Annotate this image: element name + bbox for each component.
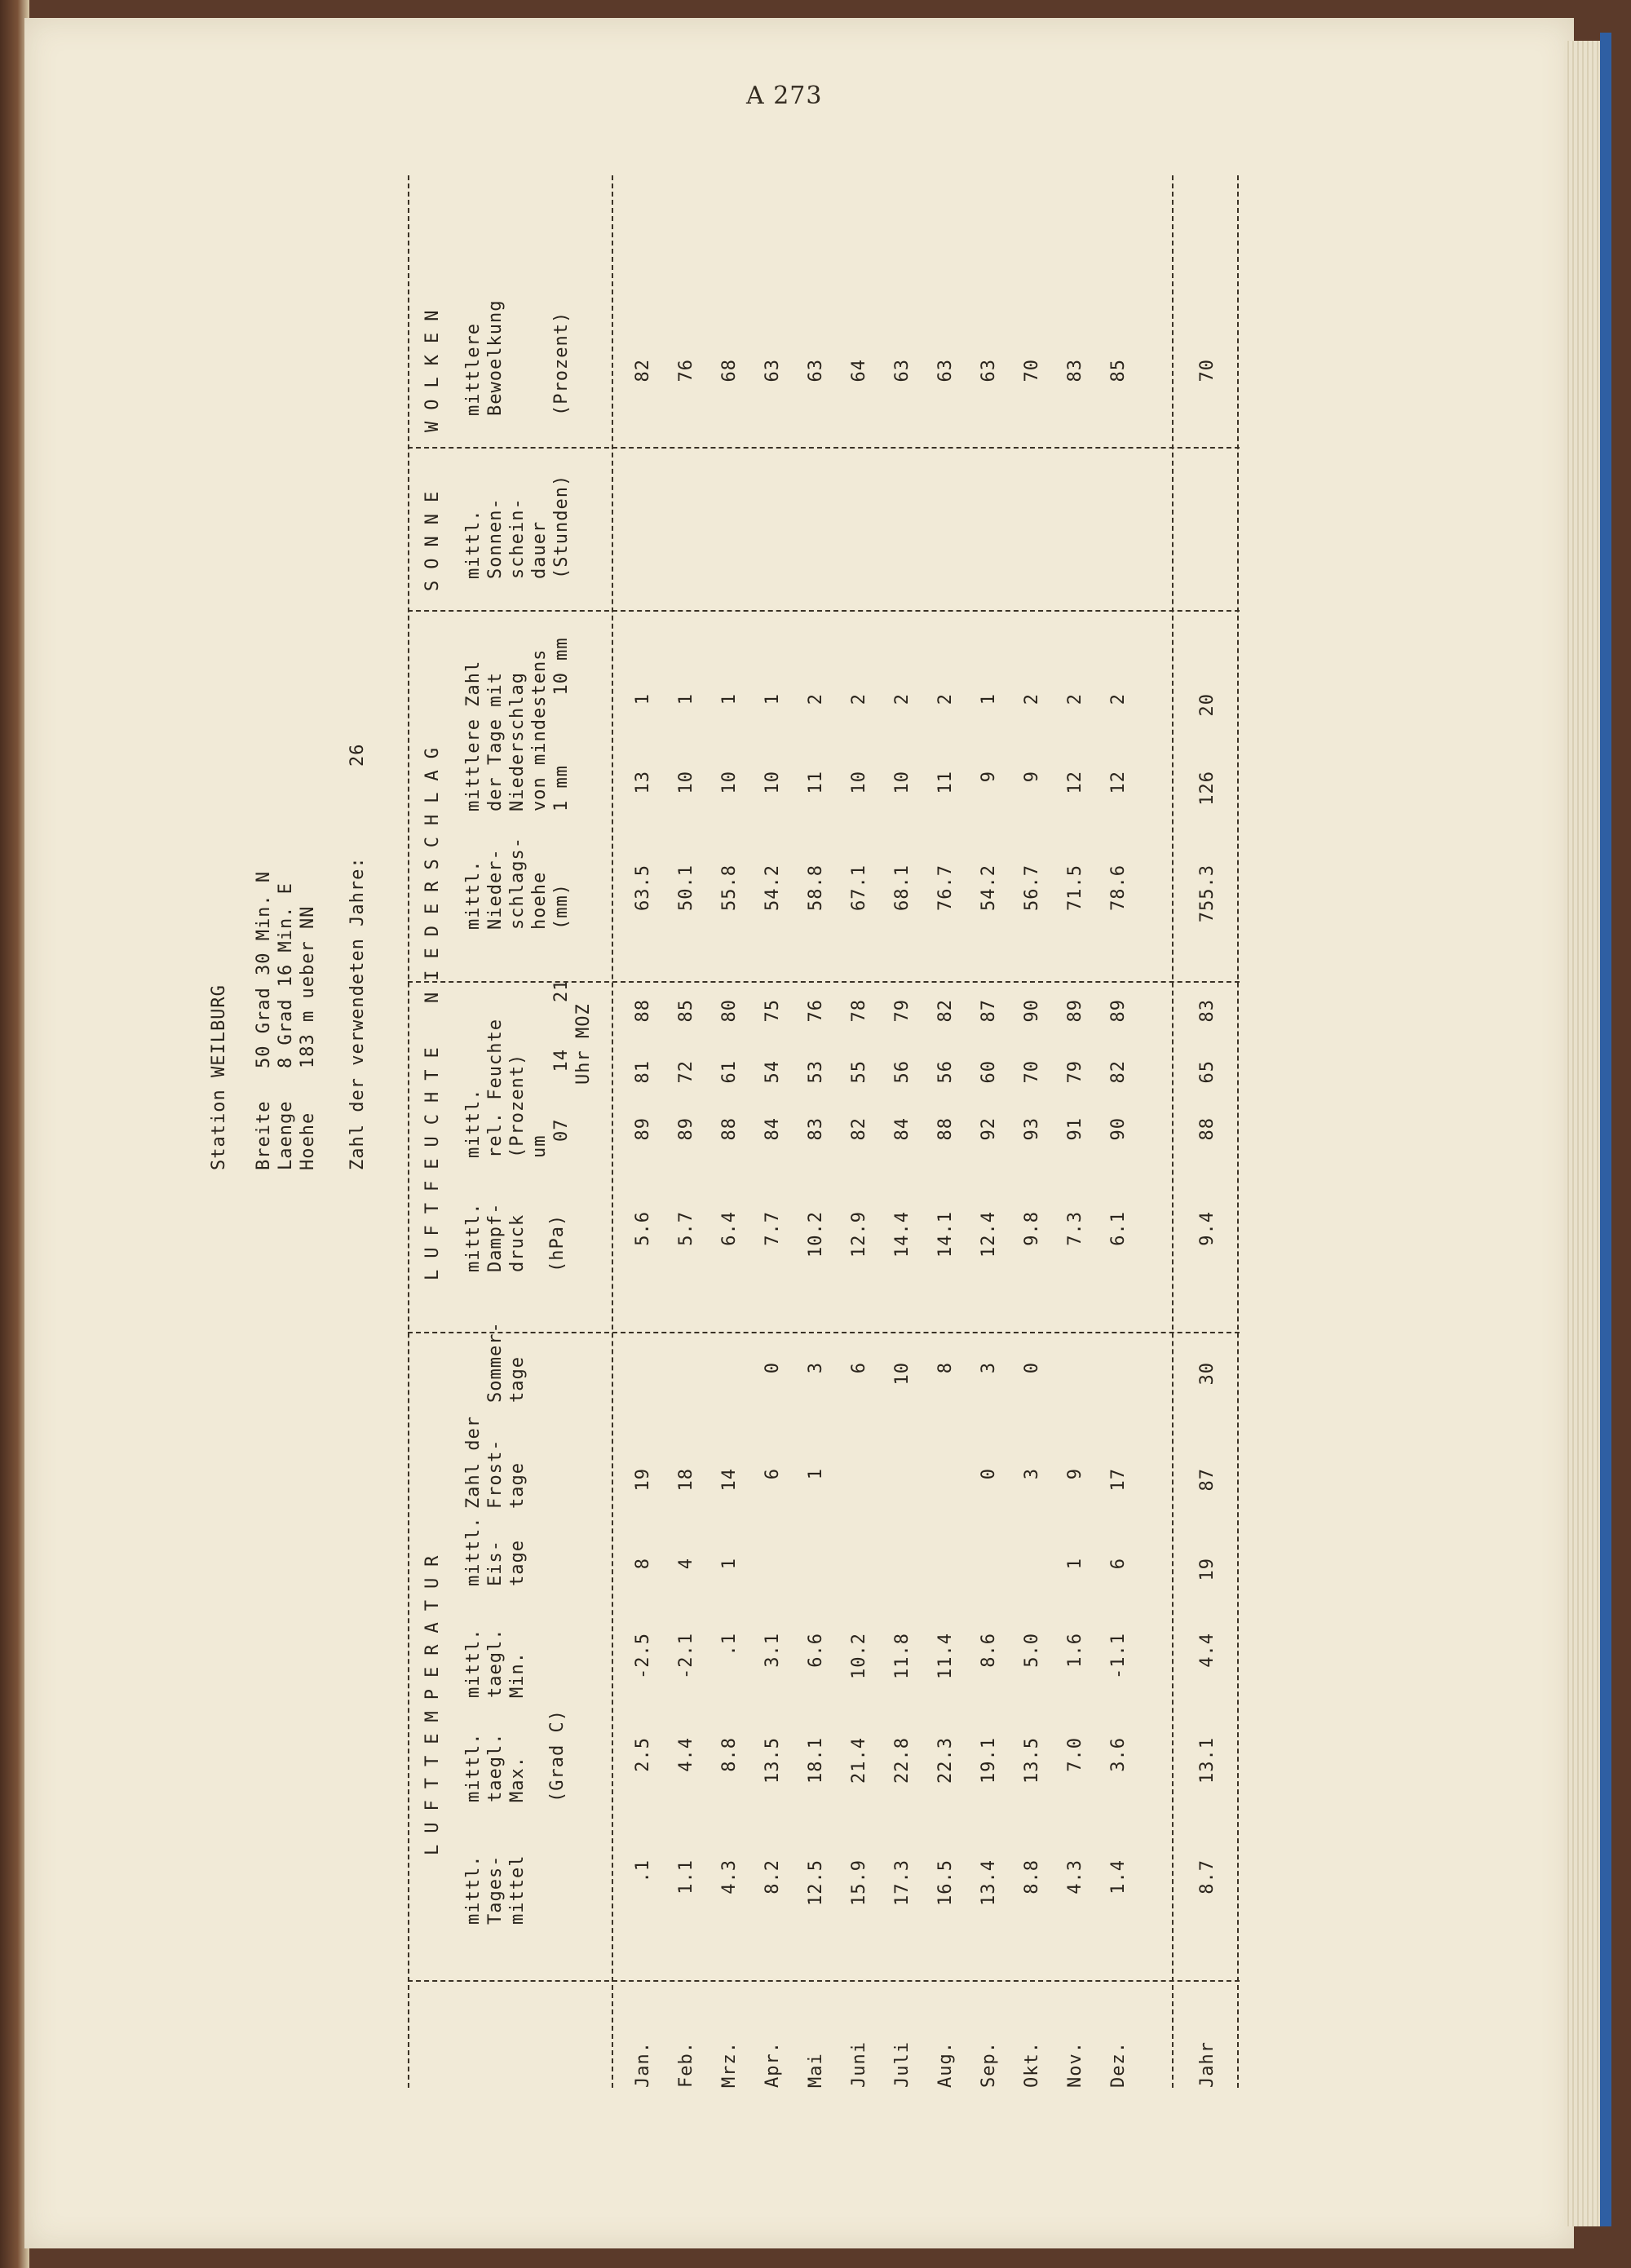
cell-f21: 89: [1065, 999, 1085, 1023]
cell-dampf: 5.7: [676, 1211, 696, 1246]
table-row: [805, 130, 829, 2088]
table-row: [848, 130, 873, 2088]
cell-month: Juni: [849, 2041, 869, 2088]
cell-frost: 1: [806, 1468, 826, 1480]
cell-f07: 84: [892, 1117, 913, 1141]
hoehe-value: 183 m ueber NN: [298, 905, 318, 1068]
cell-max: 13.5: [762, 1737, 783, 1784]
cell-f21: 75: [762, 999, 783, 1023]
cell-nied: 54.2: [762, 864, 783, 911]
cell-dampf: 12.9: [849, 1211, 869, 1258]
cell-f21: 87: [979, 999, 999, 1023]
cell-eis: 6: [1108, 1558, 1129, 1570]
cell-dampf: 6.4: [719, 1211, 740, 1246]
cell-eis: 4: [676, 1558, 696, 1570]
table-row: [1107, 130, 1132, 2088]
cell-f14: 65: [1197, 1060, 1218, 1084]
cell-min: 4.4: [1197, 1633, 1218, 1668]
cell-nied: 55.8: [719, 864, 740, 911]
cell-mittel: 13.4: [979, 1859, 999, 1906]
cell-month: Aug.: [935, 2041, 956, 2088]
cell-f07: 91: [1065, 1117, 1085, 1141]
cell-f07: 88: [935, 1117, 956, 1141]
cell-frost: 18: [676, 1468, 696, 1492]
climate-table: [208, 130, 1309, 2088]
cell-f21: 80: [719, 999, 740, 1023]
header-sommertage: Sommer- tage: [485, 1321, 528, 1403]
cell-f07: 83: [806, 1117, 826, 1141]
cell-nied: 78.6: [1108, 864, 1129, 911]
cell-frost: 19: [633, 1468, 653, 1492]
cell-f21: 78: [849, 999, 869, 1023]
cell-t10: 2: [935, 693, 956, 705]
top-rule: [408, 175, 409, 2088]
header-rule: [612, 175, 613, 2088]
laenge-label: Laenge: [276, 1100, 296, 1170]
cell-f14: 55: [849, 1060, 869, 1084]
cell-nied: 56.7: [1022, 864, 1042, 911]
cell-mittel: 8.2: [762, 1859, 783, 1894]
cell-f14: 56: [892, 1060, 913, 1084]
header-uhr-moz: Uhr MOZ: [573, 1003, 594, 1085]
cell-f14: 82: [1108, 1060, 1129, 1084]
cell-wolken: 63: [979, 359, 999, 382]
table-row: [935, 130, 959, 2088]
cell-min: 11.8: [892, 1633, 913, 1679]
cell-t10: 2: [892, 693, 913, 705]
cell-min: 5.0: [1022, 1633, 1042, 1668]
cell-t1: 10: [676, 771, 696, 794]
cell-f14: 56: [935, 1060, 956, 1084]
cell-t10: 1: [633, 693, 653, 705]
cell-t1: 11: [935, 771, 956, 794]
cell-month: Dez.: [1108, 2041, 1129, 2088]
cell-frost: 14: [719, 1468, 740, 1492]
cell-mittel: 15.9: [849, 1859, 869, 1906]
table-row: [1064, 130, 1089, 2088]
cell-f21: 88: [633, 999, 653, 1023]
cell-wolken: 63: [892, 359, 913, 382]
cell-month: Jan.: [633, 2041, 653, 2088]
year-rule: [1172, 175, 1174, 2088]
cell-t1: 10: [762, 771, 783, 794]
cell-f21: 76: [806, 999, 826, 1023]
cell-t1: 9: [1022, 771, 1042, 783]
cell-mittel: 17.3: [892, 1859, 913, 1906]
cell-t10: 2: [1108, 693, 1129, 705]
group-sonne: SONNE: [422, 480, 443, 591]
cell-max: 13.1: [1197, 1737, 1218, 1784]
cell-dampf: 12.4: [979, 1211, 999, 1258]
cell-month: Sep.: [979, 2041, 999, 2088]
cell-f21: 82: [935, 999, 956, 1023]
header-rel-feuchte: mittl. rel. Feuchte (Prozent) um: [463, 1019, 550, 1158]
cell-sommer: 3: [806, 1362, 826, 1374]
cell-wolken: 70: [1022, 359, 1042, 382]
header-hours: 07 14 21: [551, 979, 572, 1142]
cell-wolken: 82: [633, 359, 653, 382]
cell-f21: 79: [892, 999, 913, 1023]
cell-mittel: 4.3: [719, 1859, 740, 1894]
cell-t1: 12: [1065, 771, 1085, 794]
cell-sommer: 3: [979, 1362, 999, 1374]
cell-t1: 126: [1197, 771, 1218, 806]
cell-f14: 61: [719, 1060, 740, 1084]
binding-strip: [1600, 33, 1611, 2226]
header-niederschlagshoehe: mittl. Nieder- schlags- hoehe: [463, 837, 550, 930]
cell-month: Mrz.: [719, 2041, 740, 2088]
page-number: A 273: [746, 82, 823, 110]
cell-f14: 53: [806, 1060, 826, 1084]
cell-frost: 0: [979, 1468, 999, 1480]
cell-frost: 6: [762, 1468, 783, 1480]
header-eistage: mittl. Eis- tage: [463, 1516, 528, 1586]
cell-min: -1.1: [1108, 1633, 1129, 1679]
cell-max: 19.1: [979, 1737, 999, 1784]
cell-min: 1.6: [1065, 1633, 1085, 1668]
cell-dampf: 14.4: [892, 1211, 913, 1258]
cell-f14: 79: [1065, 1060, 1085, 1084]
cell-mittel: 16.5: [935, 1859, 956, 1906]
header-sonnenschein: mittl. Sonnen- schein- dauer: [463, 497, 550, 579]
cell-max: 2.5: [633, 1737, 653, 1772]
cell-nied: 67.1: [849, 864, 869, 911]
cell-min: .1: [719, 1633, 740, 1656]
cell-t1: 10: [849, 771, 869, 794]
cell-month: Jahr: [1197, 2041, 1218, 2088]
cell-t10: 1: [676, 693, 696, 705]
cell-min: 11.4: [935, 1633, 956, 1679]
cell-t10: 1: [719, 693, 740, 705]
cell-dampf: 10.2: [806, 1211, 826, 1258]
cell-nied: 76.7: [935, 864, 956, 911]
cell-max: 7.0: [1065, 1737, 1085, 1772]
cell-t10: 1: [762, 693, 783, 705]
cell-max: 18.1: [806, 1737, 826, 1784]
cell-frost: 87: [1197, 1468, 1218, 1492]
cell-t1: 9: [979, 771, 999, 783]
cell-mittel: 8.7: [1197, 1859, 1218, 1894]
header-hpa: (hPa): [547, 1214, 568, 1272]
cell-eis: 1: [1065, 1558, 1085, 1570]
jahre-value: 26: [347, 743, 368, 767]
cell-t10: 2: [806, 693, 826, 705]
cell-f21: 90: [1022, 999, 1042, 1023]
table-row-year: [1196, 130, 1221, 2088]
header-taegl-max: mittl. taegl. Max.: [463, 1732, 528, 1802]
cell-t1: 10: [719, 771, 740, 794]
table-row: [1021, 130, 1045, 2088]
header-mm: (mm): [551, 883, 572, 930]
cell-max: 22.8: [892, 1737, 913, 1784]
cell-eis: 8: [633, 1558, 653, 1570]
header-tagesmittel: mittl. Tages- mittel: [463, 1855, 528, 1925]
cell-nied: 71.5: [1065, 864, 1085, 911]
cell-sommer: 30: [1197, 1362, 1218, 1386]
cell-max: 3.6: [1108, 1737, 1129, 1772]
cell-t10: 2: [849, 693, 869, 705]
cell-mittel: .1: [633, 1859, 653, 1883]
cell-sommer: 0: [762, 1362, 783, 1374]
cell-month: Juli: [892, 2041, 913, 2088]
cell-t1: 10: [892, 771, 913, 794]
header-dampfdruck: mittl. Dampf- druck: [463, 1202, 528, 1272]
header-stunden: (Stunden): [551, 474, 572, 579]
cell-max: 22.3: [935, 1737, 956, 1784]
cell-nied: 54.2: [979, 864, 999, 911]
cell-f07: 88: [719, 1117, 740, 1141]
cell-f14: 81: [633, 1060, 653, 1084]
cell-dampf: 9.8: [1022, 1211, 1042, 1246]
cell-min: 8.6: [979, 1633, 999, 1668]
cell-nied: 68.1: [892, 864, 913, 911]
table-row: [632, 130, 656, 2088]
cell-t10: 20: [1197, 693, 1218, 717]
cell-f14: 60: [979, 1060, 999, 1084]
cell-f21: 85: [676, 999, 696, 1023]
cell-max: 21.4: [849, 1737, 869, 1784]
cell-t10: 1: [979, 693, 999, 705]
group-wolken: WOLKEN: [422, 298, 443, 432]
cell-max: 4.4: [676, 1737, 696, 1772]
cell-wolken: 85: [1108, 359, 1129, 382]
cell-wolken: 76: [676, 359, 696, 382]
cell-min: 10.2: [849, 1633, 869, 1679]
cell-f14: 54: [762, 1060, 783, 1084]
header-grad-c: (Grad C): [547, 1709, 568, 1802]
cell-t1: 13: [633, 771, 653, 794]
cell-sommer: 0: [1022, 1362, 1042, 1374]
cell-dampf: 5.6: [633, 1211, 653, 1246]
header-tage-niederschlag: mittlere Zahl der Tage mit Niederschlag von mindestens: [463, 648, 550, 811]
breite-value: 50 Grad 30 Min. N: [254, 870, 274, 1068]
page-edge: [1564, 41, 1605, 2226]
table-row: [891, 130, 916, 2088]
cell-t10: 2: [1065, 693, 1085, 705]
cell-min: 3.1: [762, 1633, 783, 1668]
jahre-label: Zahl der verwendeten Jahre:: [347, 856, 368, 1170]
table-row: [718, 130, 743, 2088]
breite-label: Breite: [254, 1100, 274, 1170]
bottom-rule: [1237, 175, 1239, 2088]
hoehe-label: Hoehe: [298, 1112, 318, 1170]
cell-mittel: 12.5: [806, 1859, 826, 1906]
cell-month: Mai: [806, 2053, 826, 2088]
table-row: [762, 130, 786, 2088]
group-niederschlag: NIEDERSCHLAG: [422, 736, 443, 1003]
cell-f07: 89: [676, 1117, 696, 1141]
cell-min: -2.1: [676, 1633, 696, 1679]
cell-wolken: 63: [806, 359, 826, 382]
cell-eis: 1: [719, 1558, 740, 1570]
cell-sommer: 8: [935, 1362, 956, 1374]
cell-min: 6.6: [806, 1633, 826, 1668]
cell-f21: 89: [1108, 999, 1129, 1023]
cell-mittel: 1.1: [676, 1859, 696, 1894]
cell-f07: 90: [1108, 1117, 1129, 1141]
cell-f07: 88: [1197, 1117, 1218, 1141]
cell-dampf: 6.1: [1108, 1211, 1129, 1246]
cell-t10: 2: [1022, 693, 1042, 705]
cell-nied: 63.5: [633, 864, 653, 911]
table-row: [978, 130, 1002, 2088]
cell-f21: 83: [1197, 999, 1218, 1023]
cell-sommer: 6: [849, 1362, 869, 1374]
cell-dampf: 7.7: [762, 1211, 783, 1246]
cell-nied: 50.1: [676, 864, 696, 911]
cell-min: -2.5: [633, 1633, 653, 1679]
cell-dampf: 7.3: [1065, 1211, 1085, 1246]
header-taegl-min: mittl. taegl. Min.: [463, 1628, 528, 1698]
header-frosttage: Zahl der Frost- tage: [463, 1416, 528, 1509]
cell-month: Nov.: [1065, 2041, 1085, 2088]
cell-frost: 17: [1108, 1468, 1129, 1492]
group-luftfeuchte: LUFTFEUCHTE: [422, 1036, 443, 1280]
cell-t1: 11: [806, 771, 826, 794]
cell-wolken: 63: [762, 359, 783, 382]
group-lufttemperatur: LUFTTEMPERATUR: [422, 1544, 443, 1855]
cell-f07: 82: [849, 1117, 869, 1141]
cell-dampf: 9.4: [1197, 1211, 1218, 1246]
cell-sommer: 10: [892, 1362, 913, 1386]
table-row: [675, 130, 700, 2088]
cell-dampf: 14.1: [935, 1211, 956, 1258]
cell-f07: 89: [633, 1117, 653, 1141]
header-tage-thresholds: 1 mm 10 mm: [551, 637, 572, 811]
cell-frost: 3: [1022, 1468, 1042, 1480]
cell-max: 8.8: [719, 1737, 740, 1772]
cell-month: Feb.: [676, 2041, 696, 2088]
cell-month: Okt.: [1022, 2041, 1042, 2088]
header-prozent: (Prozent): [551, 311, 572, 416]
laenge-value: 8 Grad 16 Min. E: [276, 882, 296, 1068]
cell-frost: 9: [1065, 1468, 1085, 1480]
cell-nied: 58.8: [806, 864, 826, 911]
cell-wolken: 83: [1065, 359, 1085, 382]
cell-f14: 70: [1022, 1060, 1042, 1084]
cell-wolken: 70: [1197, 359, 1218, 382]
cell-mittel: 1.4: [1108, 1859, 1129, 1894]
cell-f07: 84: [762, 1117, 783, 1141]
cell-f14: 72: [676, 1060, 696, 1084]
cell-max: 13.5: [1022, 1737, 1042, 1784]
header-bewoelkung: mittlere Bewoelkung: [463, 299, 506, 416]
cell-wolken: 64: [849, 359, 869, 382]
cell-f07: 92: [979, 1117, 999, 1141]
cell-mittel: 4.3: [1065, 1859, 1085, 1894]
cell-nied: 755.3: [1197, 864, 1218, 923]
cell-wolken: 63: [935, 359, 956, 382]
cell-f07: 93: [1022, 1117, 1042, 1141]
cell-t1: 12: [1108, 771, 1129, 794]
cell-wolken: 68: [719, 359, 740, 382]
cell-month: Apr.: [762, 2041, 783, 2088]
cell-mittel: 8.8: [1022, 1859, 1042, 1894]
cell-eis: 19: [1197, 1558, 1218, 1581]
station-title: Station WEILBURG: [209, 984, 229, 1170]
